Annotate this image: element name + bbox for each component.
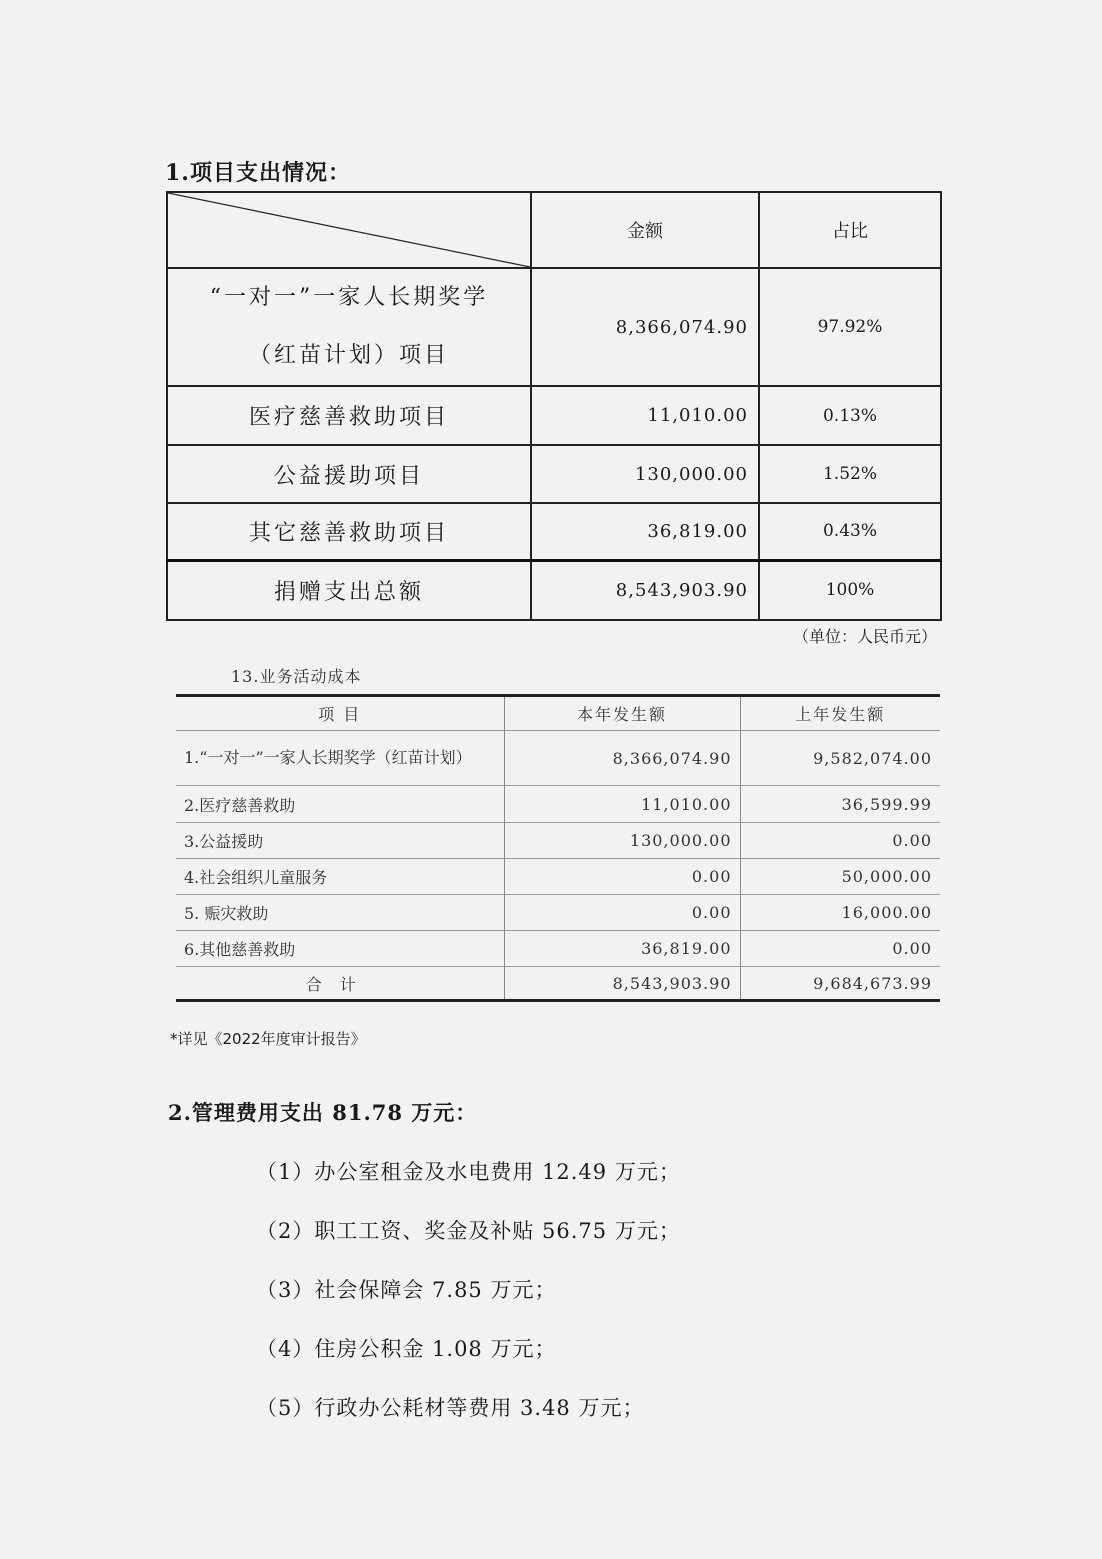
list-item: （4）住房公积金 1.08 万元； (256, 1337, 557, 1361)
project-name: 其它慈善救助项目 (167, 503, 531, 560)
table-row (176, 823, 940, 859)
current-amount: 8,366,074.90 (504, 731, 740, 786)
amount-header: 金额 (531, 192, 759, 268)
previous-amount: 36,599.99 (740, 786, 940, 823)
ratio-header: 占比 (759, 192, 941, 268)
previous-amount: 50,000.00 (740, 859, 940, 895)
section2-heading: 2.管理费用支出 81.78 万元： (168, 1100, 478, 1125)
project-name-line1: “一对一”一家人长期奖学 (209, 285, 489, 310)
audit-report-note: *详见《2022年度审计报告》 (170, 1030, 366, 1048)
project-name-line2: （红苗计划）项目 (248, 343, 449, 368)
business-cost-title: 13.业务活动成本 (231, 667, 362, 686)
previous-amount: 0.00 (740, 931, 940, 967)
current-year-header: 本年发生额 (504, 696, 740, 731)
table-header-row (167, 192, 941, 268)
previous-year-header: 上年发生额 (740, 696, 940, 731)
item-name: 1.“一对一”一家人长期奖学（红苗计划） (176, 731, 504, 786)
item-header: 项 目 (176, 696, 504, 731)
previous-amount: 16,000.00 (740, 895, 940, 931)
table-row (167, 503, 941, 560)
project-amount: 130,000.00 (531, 445, 759, 503)
previous-amount: 0.00 (740, 823, 940, 859)
section1-heading: 1.项目支出情况： (165, 160, 351, 186)
item-name: 3.公益援助 (176, 823, 504, 859)
list-item: （5）行政办公耗材等费用 3.48 万元； (256, 1396, 645, 1420)
table-row (167, 268, 941, 386)
project-ratio: 97.92% (759, 268, 941, 386)
table-row (176, 859, 940, 895)
diagonal-header-cell (167, 192, 531, 268)
project-ratio: 0.43% (759, 503, 941, 560)
total-amount: 8,543,903.90 (531, 560, 759, 620)
business-cost-table (176, 694, 940, 1002)
current-amount: 0.00 (504, 859, 740, 895)
table-row (176, 731, 940, 786)
project-amount: 8,366,074.90 (531, 268, 759, 386)
management-expense-list (256, 1152, 681, 1447)
table-row (176, 931, 940, 967)
table-row (176, 786, 940, 823)
total-row (167, 560, 941, 620)
project-name (167, 268, 531, 386)
project-name: 公益援助项目 (167, 445, 531, 503)
table-row (167, 445, 941, 503)
item-name: 5. 赈灾救助 (176, 895, 504, 931)
item-name: 6.其他慈善救助 (176, 931, 504, 967)
total-ratio: 100% (759, 560, 941, 620)
current-amount: 0.00 (504, 895, 740, 931)
table-row (176, 895, 940, 931)
current-amount: 130,000.00 (504, 823, 740, 859)
unit-note: （单位：人民币元） (792, 627, 937, 646)
project-ratio: 0.13% (759, 386, 941, 445)
project-expenditure-table (166, 191, 942, 621)
total-previous: 9,684,673.99 (740, 967, 940, 1001)
total-label: 合计 (176, 967, 504, 1001)
project-amount: 11,010.00 (531, 386, 759, 445)
table-header-row (176, 696, 940, 731)
list-item: （2）职工工资、奖金及补贴 56.75 万元； (256, 1219, 681, 1243)
previous-amount: 9,582,074.00 (740, 731, 940, 786)
project-name: 医疗慈善救助项目 (167, 386, 531, 445)
current-amount: 11,010.00 (504, 786, 740, 823)
list-item: （1）办公室租金及水电费用 12.49 万元； (256, 1160, 681, 1184)
diagonal-line (168, 193, 530, 267)
total-row (176, 967, 940, 1001)
total-name: 捐赠支出总额 (167, 560, 531, 620)
item-name: 2.医疗慈善救助 (176, 786, 504, 823)
item-name: 4.社会组织儿童服务 (176, 859, 504, 895)
list-item: （3）社会保障会 7.85 万元； (256, 1278, 557, 1302)
project-amount: 36,819.00 (531, 503, 759, 560)
project-ratio: 1.52% (759, 445, 941, 503)
table-row (167, 386, 941, 445)
total-current: 8,543,903.90 (504, 967, 740, 1001)
current-amount: 36,819.00 (504, 931, 740, 967)
